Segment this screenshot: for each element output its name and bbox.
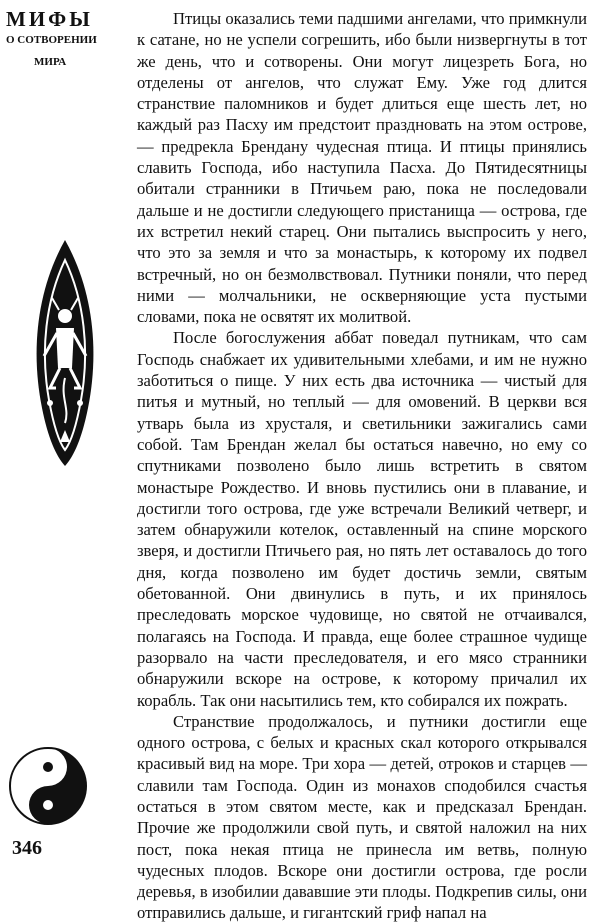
book-title: МИФЫ: [6, 7, 93, 31]
book-subtitle-line1: О СОТВОРЕНИИ: [6, 34, 97, 46]
paragraph: Странствие продолжалось, и путники достигли еще одного острова, с белых и красных скал которого открывался красивый вид на море. Три хора — детей, отроков и старцев — славили там Господа. Один из монахов сподобился счастья остаться в этом святом месте, как и предсказал Брендан. Прочие же продолжили свой путь, и святой наложил на них пост, пока некая птица не принесла им ветвь, полную чудесных плодов. Вскоре они достигли острова, где росли деревья, в изобилии дававшие эти плоды. Подкрепив силы, они отправились дальше, и гигантский гриф напал на: [137, 711, 587, 923]
yin-yang-icon: [8, 746, 88, 826]
book-subtitle-line2: МИРА: [34, 56, 67, 68]
mythic-figure-emblem-icon: [30, 238, 100, 468]
paragraph: Птицы оказались теми падшими ангелами, что примкнули к сатане, но не успели согрешить, ибо были низвергнуты в тот же день, что и сотворены. Они могут лицезреть Бога, но отделены от ангелов, что служат Ему. Уже год длится странствие паломников и будет длиться еще шесть лет, но каждый раз Пасху им предстоит праздновать на этом острове, — предрекла Брендану чудесная птица. И птицы принялись славить Господа, ибо наступила Пасха. До Пятидесятницы обитали странники в Птичьем раю, пока не последовали дальше и не достигли следующего пристанища — острова, где их встретил некий старец. Они пытались выспросить у него, что это за земля и что за монастырь, к которому их подвел встречный, но он безмолвствовал. Путники поняли, что перед ними — молчальники, не оскверняющие уста пустыми словами, пока не освятят их молитвой.: [137, 9, 587, 327]
body-text: [137, 8, 587, 924]
page-number: 346: [12, 837, 42, 859]
paragraph: После богослужения аббат поведал путникам, что сам Господь снабжает их удивительными хлебами, и им не нужно заботиться о пище. У них есть два источника — чистый для питья и мутный, но теплый — для омовений. В церкви вся утварь была из хрусталя, и светильники зажигались сами собой. Там Брендан желал бы остаться навечно, но ему со спутниками позволено было лишь встретить в святом монастыре Рождество. И вновь пустились они в плавание, и достигли того острова, где уже встречали Великий четверг, и затем обнаружили котелок, оставленный на спине морского зверя, и достигли Птичьего рая, но пять лет оставалось до того дня, когда позволено им будет достичь земли, святым обетованной. Они двинулись в путь, и их принялось преследовать морское чудовище, но святой не отчаивался, полагаясь на Господа. И правда, еще более страшное чудище разорвало на части преследователя, и его мясо странники обнаружили вскоре на острове, к которому причалил их корабль. Так они насытились тем, кто собирался их пожрать.: [137, 328, 587, 710]
running-head: [6, 8, 130, 70]
